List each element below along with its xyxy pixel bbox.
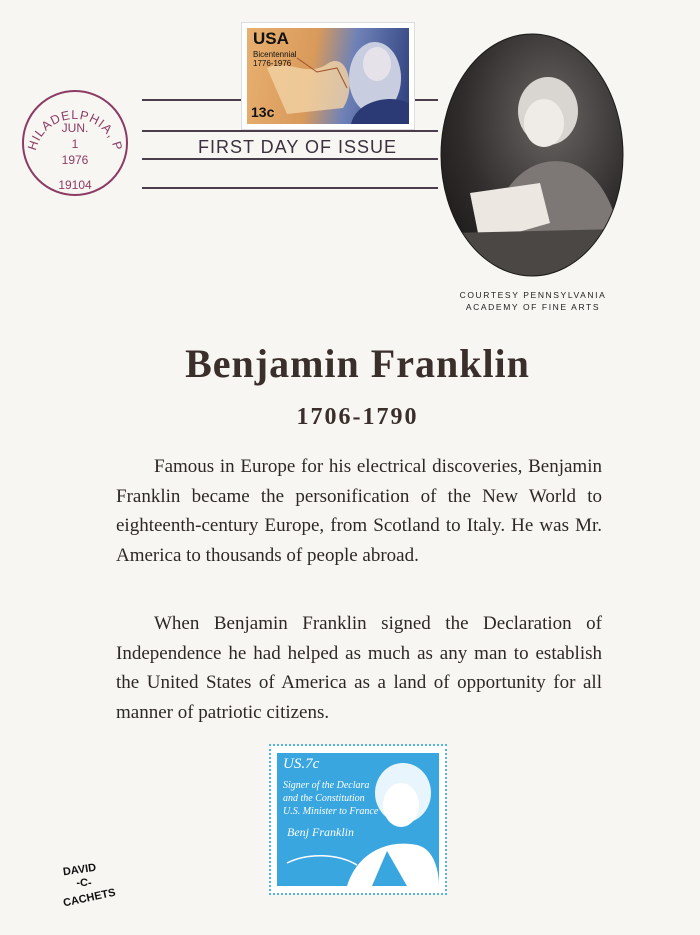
david-c-cachets-logo <box>50 855 140 915</box>
life-dates: 1706-1790 <box>296 404 419 430</box>
stamp-value: 13c <box>251 104 275 120</box>
postmark-city: HILADELPHIA, P <box>25 107 125 152</box>
postmark-day: 1 <box>71 137 79 151</box>
stamp-signature: Benj Franklin <box>287 825 354 839</box>
postmark-zip: 19104 <box>58 178 92 192</box>
stamp-value: US.7c <box>283 756 320 772</box>
franklin-7c-stamp <box>270 745 446 894</box>
page-title: Benjamin Franklin <box>185 341 530 386</box>
credit-line-1: COURTESY PENNSYLVANIA <box>459 290 607 300</box>
stamp-text-line-1: Signer of the Declara <box>283 780 370 791</box>
cachet-line-1: DAVID <box>62 861 97 879</box>
postmark-year: 1976 <box>61 153 89 167</box>
bicentennial-stamp <box>242 23 414 129</box>
stamp-artwork <box>277 753 439 886</box>
body-paragraph-1: Famous in Europe for his electrical discoveries, Benjamin Franklin became the personification of the New World to eighteenth-century Europe, from Scotland to Italy. He was Mr. America to thousands of people abroad. <box>116 456 602 566</box>
stamp-artwork <box>247 28 409 124</box>
stamp-country: USA <box>253 29 289 48</box>
cachet-line-3: CACHETS <box>62 886 117 910</box>
stamp-text-line-2: and the Constitution <box>283 793 365 804</box>
body-paragraph-2: When Benjamin Franklin signed the Declaration of Independence he had helped as much as any man to establish the United States of America as a land of opportunity for all manner of patriotic citizens. <box>116 613 602 723</box>
portrait-credit <box>440 289 626 313</box>
stamp-text-line-3: U.S. Minister to France <box>283 806 379 817</box>
first-day-of-issue-text: FIRST DAY OF ISSUE <box>198 137 398 157</box>
postmark-month: JUN. <box>61 121 89 135</box>
postmark <box>20 88 130 198</box>
stamp-caption: Bicentennial 1776-1976 <box>253 50 297 68</box>
cachet-line-2: -C- <box>76 877 92 889</box>
franklin-portrait <box>440 33 624 277</box>
credit-line-2: ACADEMY OF FINE ARTS <box>465 302 601 312</box>
